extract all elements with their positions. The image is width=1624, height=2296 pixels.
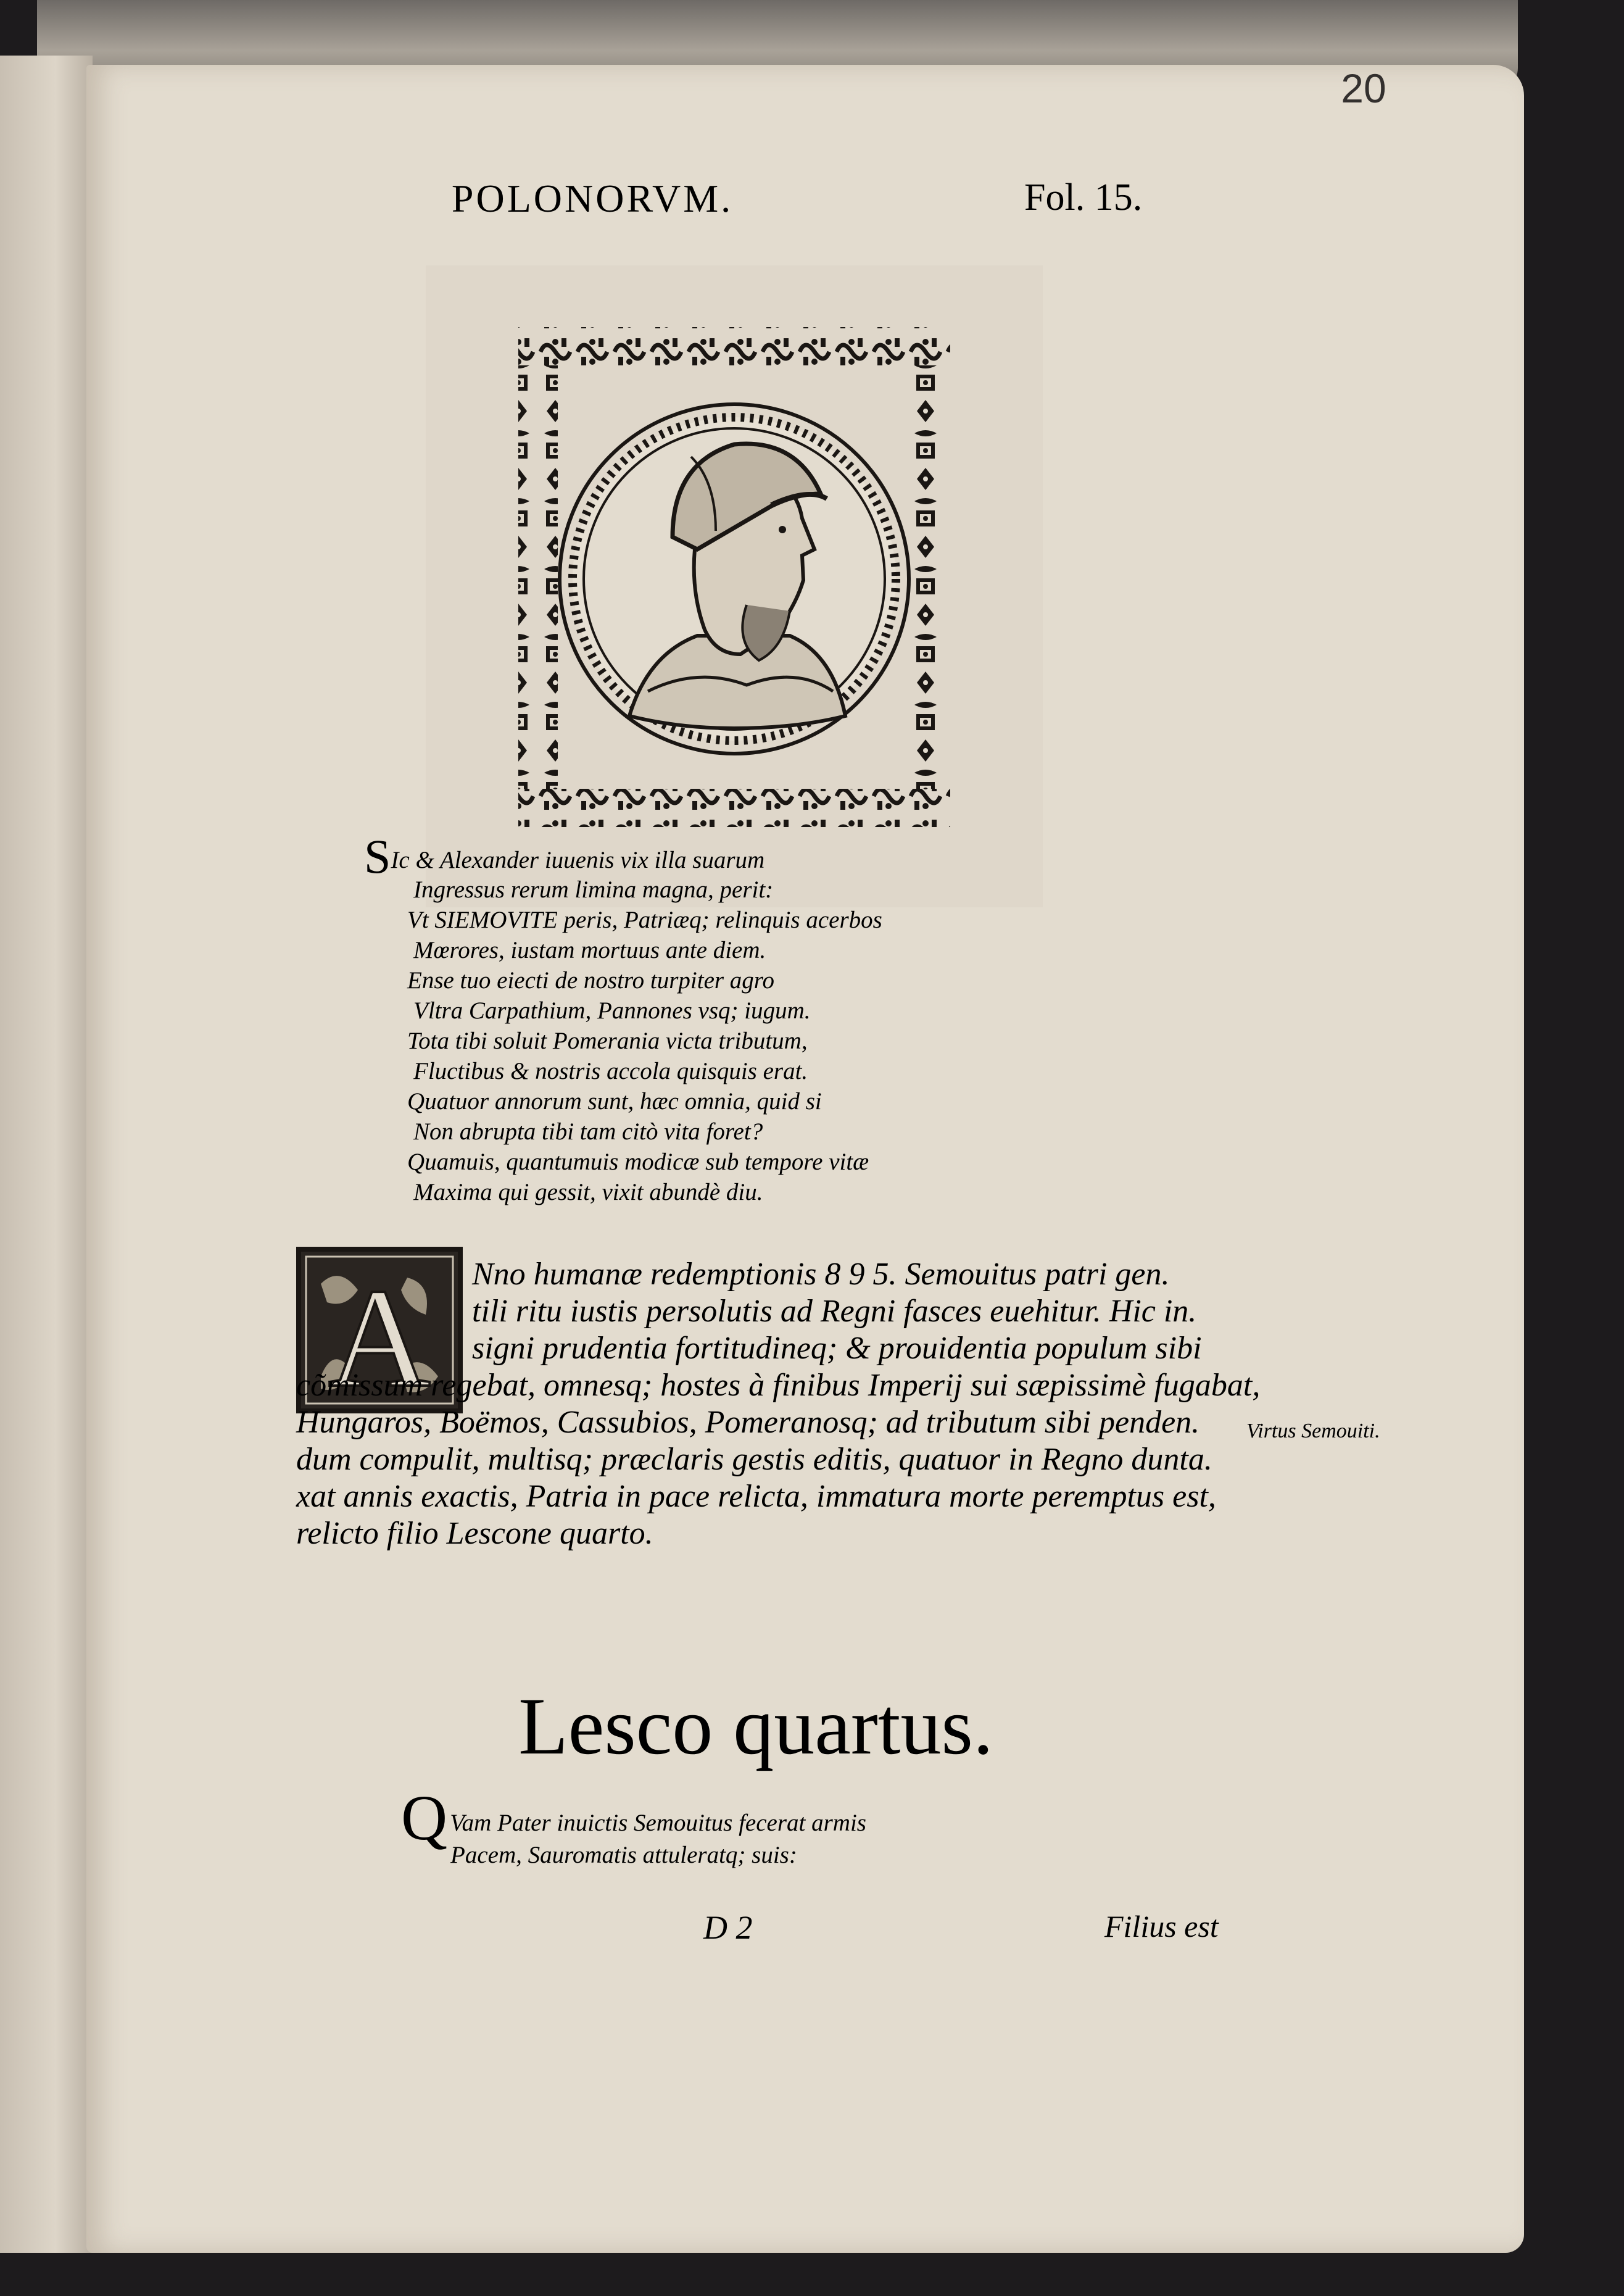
verse-line: Vltra Carpathium, Pannones vsq; iugum. — [413, 997, 811, 1024]
prose-paragraph — [296, 1256, 1265, 1626]
verse-line: Tota tibi soluit Pomerania victa tributum, — [407, 1028, 808, 1054]
closing-verse — [401, 1782, 1141, 1913]
verse-line: Vt SIEMOVITE peris, Patriæq; relinquis acerbos — [407, 907, 882, 933]
handwritten-shelfmark: 20 — [1341, 65, 1386, 111]
facing-page-edge — [0, 56, 93, 2253]
signature-mark: D 2 — [703, 1909, 753, 1946]
portrait-woodcut-image — [426, 259, 1043, 907]
verse-line: Mœrores, iustam mortuus ante diem. — [413, 937, 766, 963]
verse-line: Maxima qui gessit, vixit abundè diu. — [413, 1179, 763, 1205]
prose-line: dum compulit, multisq; præclaris gestis editis, quatuor in Regno dunta. — [296, 1442, 1212, 1477]
section-heading: Lesco quartus. — [518, 1681, 993, 1771]
closing-verse-line: Q Vam Pater inuictis Semouitus fecerat armis — [401, 1782, 866, 1853]
folio-number: Fol. 15. — [1024, 177, 1143, 218]
verse-poem — [364, 830, 1290, 1252]
prose-line: Nno humanæ redemptionis 8 9 5. Semouitus patri gen. — [472, 1257, 1170, 1292]
verse-line: SIc & Alexander iuuenis vix illa suarum — [364, 830, 765, 883]
verse-line: Ingressus rerum limina magna, perit: — [413, 876, 774, 903]
prose-line: relicto filio Lescone quarto. — [296, 1516, 653, 1551]
running-title: POLONORVM. — [451, 177, 734, 220]
closing-verse-drop-initial: Q — [401, 1782, 448, 1853]
initial-letter: A — [328, 1259, 431, 1413]
prose-line: cõmissum regebat, omnesq; hostes à finibus Imperij sui sæpissimè fugabat, — [296, 1368, 1261, 1403]
prose-line: Hungaros, Boëmos, Cassubios, Pomeranosq; ad tributum sibi penden. — [296, 1405, 1200, 1440]
verse-line: Quatuor annorum sunt, hæc omnia, quid si — [407, 1088, 822, 1115]
prose-line: xat annis exactis, Patria in pace relicta, immatura morte peremptus est, — [296, 1479, 1216, 1514]
verse-line: Quamuis, quantumuis modicæ sub tempore vitæ — [407, 1149, 869, 1175]
catchword: Filius est — [1104, 1909, 1219, 1944]
marginal-note: Virtus Semouiti. — [1246, 1420, 1380, 1442]
closing-verse-line: Pacem, Sauromatis attuleratq; suis: — [450, 1842, 797, 1868]
verse-line: Non abrupta tibi tam citò vita foret? — [413, 1118, 763, 1145]
verse-drop-initial: S — [364, 830, 391, 883]
verse-line: Fluctibus & nostris accola quisquis erat. — [413, 1058, 808, 1084]
prose-line: tili ritu iustis persolutis ad Regni fasces euehitur. Hic in. — [472, 1294, 1197, 1329]
prose-line: signi prudentia fortitudineq; & prouidentia populum sibi — [472, 1331, 1202, 1366]
verse-line: Ense tuo eiecti de nostro turpiter agro — [407, 967, 775, 994]
portrait-woodcut — [426, 259, 1043, 907]
